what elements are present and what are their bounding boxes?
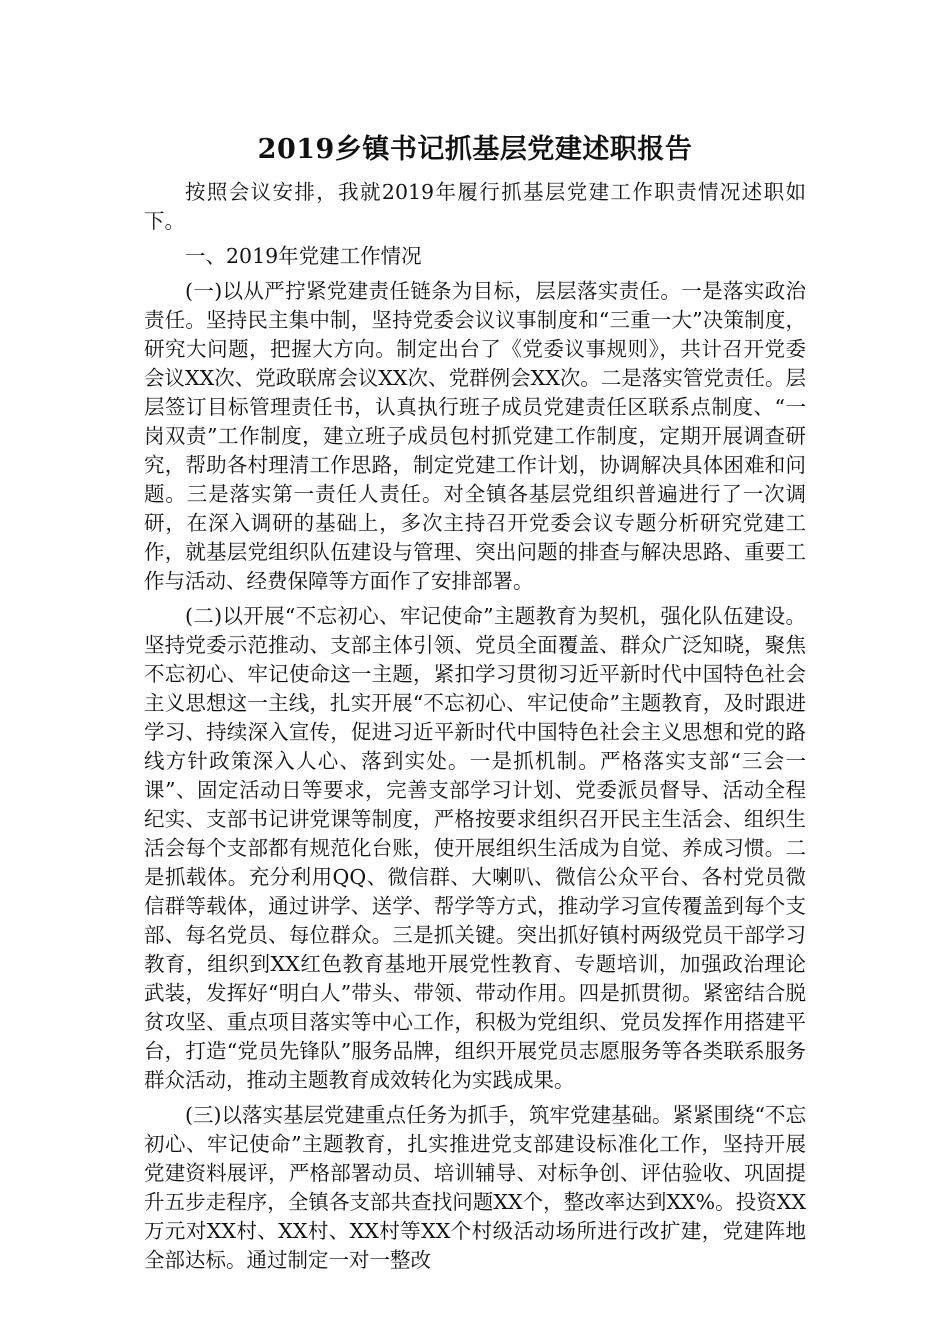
paragraph-2: (二)以开展“不忘初心、牢记使命”主题教育为契机，强化队伍建设。坚持党委示范推动、支部主体引领、党员全面覆盖、群众广泛知晓，聚焦不忘初心、牢记使命这一主题，紧扣学习贯彻习近平新时代中国特色社会主义思想这一主线，扎实开展“不忘初心、牢记使命”主题教育，及时跟进学习、持续深入宣传，促进习近平新时代中国特色社会主义思想和党的路线方针政策深入人心、落到实处。一是抓机制。严格落实支部“三会一课”、固定活动日等要求，完善支部学习计划、党委派员督导、活动全程纪实、支部书记讲党课等制度，严格按要求组织召开民主生活会、组织生活会每个支部都有规范化台账，使开展组织生活成为自觉、养成习惯。二是抓载体。充分利用QQ、微信群、大喇叭、微信公众平台、各村党员微信群等载体，通过讲学、送学、帮学等方式，推动学习宣传覆盖到每个支部、每名党员、每位群众。三是抓关键。突出抓好镇村两级党员干部学习教育，组织到XX红色教育基地开展党性教育、专题培训，加强政治理论武装，发挥好“明白人”带头、带领、带动作用。四是抓贯彻。紧密结合脱贫攻坚、重点项目落实等中心工作，积极为党组织、党员发挥作用搭建平台，打造“党员先锋队”服务品牌，组织开展党员志愿服务等各类联系服务群众活动，推动主题教育成效转化为实践成果。 <box>144 604 806 1092</box>
paragraph-3: (三)以落实基层党建重点任务为抓手，筑牢党建基础。紧紧围绕“不忘初心、牢记使命”主题教育，扎实推进党支部建设标准化工作，坚持开展党建资料展评，严格部署动员、培训辅导、对标争创、评估验收、巩固提升五步走程序，全镇各支部共查找问题XX个，整改率达到XX%。投资XX万元对XX村、XX村、XX村等XX个村级活动场所进行改扩建，党建阵地全部达标。通过制定一对一整改 <box>144 1103 806 1272</box>
section-heading-1: 一、2019年党建工作情况 <box>185 244 422 268</box>
document-title: 2019乡镇书记抓基层党建述职报告 <box>257 134 693 165</box>
document-page <box>144 128 806 1275</box>
intro-paragraph: 按照会议安排，我就2019年履行抓基层党建工作职责情况述职如下。 <box>144 180 806 233</box>
paragraph-1: (一)以从严拧紧党建责任链条为目标，层层落实责任。一是落实政治责任。坚持民主集中制，坚持党委会议议事制度和“三重一大”决策制度，研究大问题，把握大方向。制定出台了《党委议事规则》，共计召开党委会议XX次、党政联席会议XX次、党群例会XX次。二是落实管党责任。层层签订目标管理责任书，认真执行班子成员党建责任区联系点制度、“一岗双责”工作制度，建立班子成员包村抓党建工作制度，定期开展调查研究，帮助各村理清工作思路，制定党建工作计划，协调解决具体困难和问题。三是落实第一责任人责任。对全镇各基层党组织普遍进行了一次调研，在深入调研的基础上，多次主持召开党委会议专题分析研究党建工作，就基层党组织队伍建设与管理、突出问题的排查与解决思路、重要工作与活动、经费保障等方面作了安排部署。 <box>144 279 806 593</box>
